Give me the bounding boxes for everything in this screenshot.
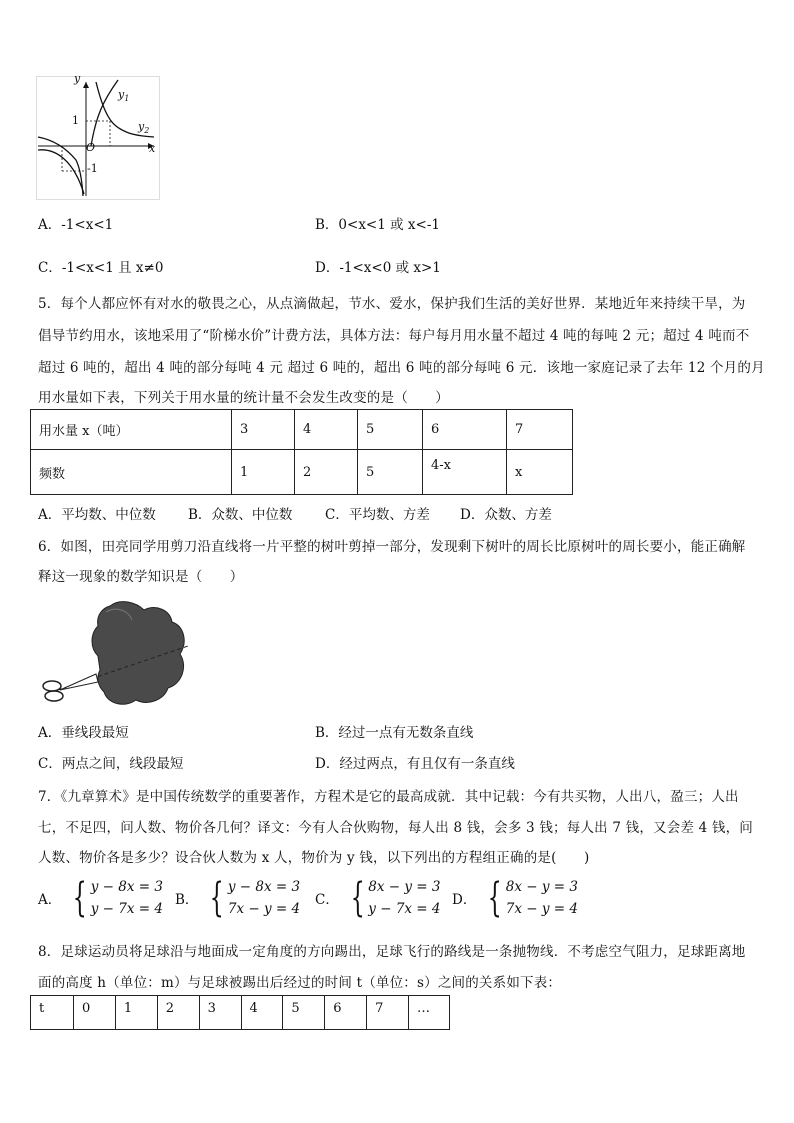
q5-option-d: D．众数、方差 — [460, 507, 552, 523]
equation-2: y − 7x = 4 — [368, 901, 441, 917]
q7-option-d — [452, 876, 578, 920]
table-cell: 4-x — [423, 450, 507, 495]
equation-1: y − 8x = 3 — [90, 879, 163, 895]
q6-text-line-1: 6．如图，田亮同学用剪刀沿直线将一片平整的树叶剪掉一部分，发现剩下树叶的周长比原树叶的周长要小，能正确解 — [38, 539, 746, 555]
q6-option-c: C．两点之间，线段最短 — [38, 756, 184, 772]
tick-label-pos: 1 — [72, 114, 79, 127]
q5-water-usage-table — [30, 409, 573, 495]
tick-label-neg: -1 — [87, 162, 98, 175]
option-label: C． — [315, 892, 339, 908]
table-cell: 7 — [367, 996, 409, 1030]
q7-option-a — [38, 876, 163, 920]
table-cell: 3 — [199, 996, 241, 1030]
q7-option-c — [315, 876, 441, 920]
table-cell: 1 — [115, 996, 157, 1030]
table-cell: 7 — [507, 410, 573, 450]
origin-label: O — [86, 141, 96, 154]
table-cell: 6 — [325, 996, 367, 1030]
equation-2: 7x − y = 4 — [505, 901, 578, 917]
q4-option-c: C．-1<x<1 且 x≠0 — [38, 260, 164, 276]
q7-option-b — [175, 876, 300, 920]
option-label: D． — [452, 892, 477, 908]
table-cell: 2 — [157, 996, 199, 1030]
table-row — [31, 450, 573, 495]
q5-text-line-1: 5．每个人都应怀有对水的敬畏之心，从点滴做起，节水、爱水，保护我们生活的美好世界．某地近年来持续干旱，为 — [38, 296, 746, 312]
q5-option-a: A．平均数、中位数 — [38, 507, 156, 523]
table-cell: 频数 — [31, 450, 232, 495]
table-cell: … — [409, 996, 450, 1030]
table-cell: x — [507, 450, 573, 495]
q4-option-a: A．-1<x<1 — [38, 217, 114, 233]
y-axis-label: y — [74, 72, 81, 85]
leaf-scissors-figure — [38, 596, 198, 712]
q7-text-line-1: 7．《九章算术》是中国传统数学的重要著作，方程术是它的最高成就．其中记载：今有共买物，人出八，盈三；人出 — [38, 789, 739, 805]
q5-option-b: B．众数、中位数 — [188, 507, 293, 523]
equation-2: 7x − y = 4 — [227, 901, 301, 917]
q6-option-d: D．经过两点，有且仅有一条直线 — [315, 756, 515, 772]
option-label: B． — [175, 892, 199, 908]
equation-1: 8x − y = 3 — [368, 879, 441, 895]
q7-text-line-2: 七，不足四，问人数、物价各几何？译文：今有人合伙购物，每人出 8 钱，会多 3 钱；每人出 7 钱，又会差 4 钱，问 — [38, 820, 753, 836]
table-cell: 2 — [295, 450, 358, 495]
q5-text-line-4: 用水量如下表，下列关于用水量的统计量不会发生改变的是（ ） — [38, 390, 449, 406]
q8-time-table — [30, 995, 450, 1030]
table-row — [31, 410, 573, 450]
function-graph — [36, 72, 160, 200]
brace-icon: { — [350, 875, 365, 921]
q5-option-c: C．平均数、方差 — [325, 507, 430, 523]
q7-text-line-3: 人数、物价各是多少？设合伙人数为 x 人，物价为 y 钱，以下列出的方程组正确的是( ) — [38, 850, 590, 866]
table-cell: 6 — [423, 410, 507, 450]
table-cell: 3 — [232, 410, 295, 450]
option-label: A． — [38, 892, 62, 908]
table-cell: t — [31, 996, 74, 1030]
brace-icon: { — [210, 875, 225, 921]
equation-1: y − 8x = 3 — [227, 879, 301, 895]
q4-option-b: B．0<x<1 或 x<-1 — [315, 217, 440, 233]
table-cell: 0 — [74, 996, 116, 1030]
q8-text-line-2: 面的高度 h（单位：m）与足球被踢出后经过的时间 t（单位：s）之间的关系如下表： — [38, 975, 562, 991]
equation-2: y − 7x = 4 — [90, 901, 163, 917]
q8-text-line-1: 8．足球运动员将足球沿与地面成一定角度的方向踢出，足球飞行的路线是一条抛物线．不考虑空气阻力，足球距离地 — [38, 944, 746, 960]
table-cell: 5 — [283, 996, 325, 1030]
q5-text-line-3: 超过 6 吨的，超出 4 吨的部分每吨 4 元 超过 6 吨的，超出 6 吨的部分每吨 6 元．该地一家庭记录了去年 12 个月的月 — [38, 360, 765, 376]
table-cell: 用水量 x（吨） — [31, 410, 232, 450]
table-row — [31, 996, 450, 1030]
table-cell: 1 — [232, 450, 295, 495]
equation-1: 8x − y = 3 — [505, 879, 578, 895]
q6-text-line-2: 释这一现象的数学知识是（ ） — [38, 569, 244, 585]
brace-icon: { — [488, 875, 503, 921]
brace-icon: { — [72, 875, 87, 921]
table-cell: 5 — [358, 450, 423, 495]
q4-option-d: D．-1<x<0 或 x>1 — [315, 260, 441, 276]
q6-option-a: A．垂线段最短 — [38, 725, 129, 741]
function-graph-svg — [36, 76, 160, 200]
table-cell: 4 — [295, 410, 358, 450]
q5-text-line-2: 倡导节约用水，该地采用了“阶梯水价”计费方法，具体方法：每户每月用水量不超过 4 吨的每吨 2 元；超过 4 吨而不 — [38, 328, 750, 344]
leaf-scissors-svg — [38, 596, 198, 712]
table-cell: 4 — [241, 996, 283, 1030]
q6-option-b: B．经过一点有无数条直线 — [315, 725, 474, 741]
table-cell: 5 — [358, 410, 423, 450]
curve-label-y2: $y_2$ — [138, 120, 150, 136]
curve-label-y1: $y_1$ — [118, 88, 130, 104]
x-axis-label: x — [149, 142, 156, 155]
